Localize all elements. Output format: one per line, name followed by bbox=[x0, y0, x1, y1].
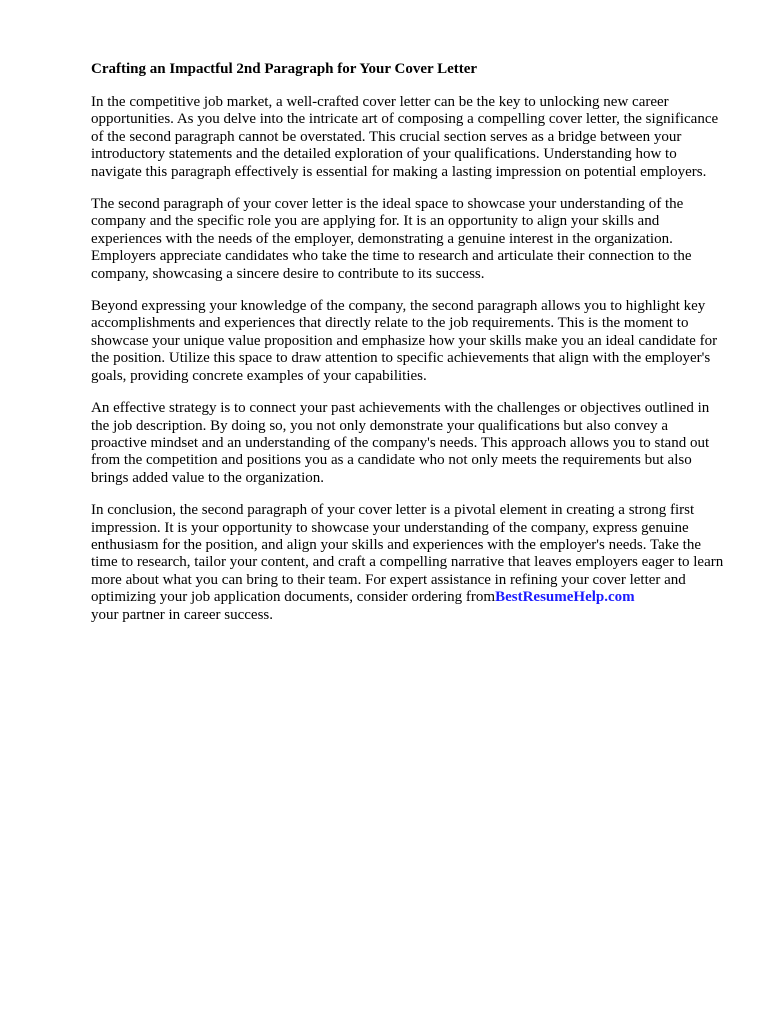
conclusion-tail-text: your partner in career success. bbox=[91, 606, 273, 623]
paragraph-4: An effective strategy is to connect your past achievements with the challenges or objectives outlined in the job description. By doing so, you not only demonstrate your qualifications but also convey a proactive mindset and an understanding of the company's needs. This approach allows you to stand out from the competition and positions you as a candidate who not only meets the requirements but also brings added value to the organization. bbox=[91, 400, 710, 486]
paragraph-conclusion bbox=[91, 502, 727, 624]
best-resume-help-link[interactable]: BestResumeHelp.com bbox=[495, 589, 635, 606]
paragraph-1: In the competitive job market, a well-crafted cover letter can be the key to unlocking new career opportunities. As you delve into the intricate art of composing a compelling cover letter, the significance of the second paragraph cannot be overstated. This crucial section serves as a bridge between your introductory statements and the detailed exploration of your qualifications. Understanding how to navigate this paragraph effectively is essential for making a lasting impression on potential employers. bbox=[91, 94, 719, 180]
paragraph-3: Beyond expressing your knowledge of the company, the second paragraph allows you to highlight key accomplishments and experiences that directly relate to the job requirements. This is the moment to showcase your unique value proposition and emphasize how your skills make you an ideal candidate for the position. Utilize this space to draw attention to specific achievements that align with the employer's goals, providing concrete examples of your capabilities. bbox=[91, 298, 718, 384]
conclusion-text: In conclusion, the second paragraph of your cover letter is a pivotal element in creating a strong first impression. It is your opportunity to showcase your understanding of the company, express genuine enthusiasm for the position, and align your skills and experiences with the employer's needs. Take the time to research, tailor your content, and craft a compelling narrative that leaves employers eager to learn more about what you can bring to their team. For expert assistance in refining your cover letter and optimizing your job application documents, consider ordering from bbox=[91, 502, 724, 606]
document-title: Crafting an Impactful 2nd Paragraph for Your Cover Letter bbox=[91, 61, 478, 77]
document-page bbox=[91, 60, 727, 639]
paragraph-2: The second paragraph of your cover letter is the ideal space to showcase your understanding of the company and the specific role you are applying for. It is an opportunity to align your skills and experiences with the needs of the employer, demonstrating a genuine interest in the organization. Employers appreciate candidates who take the time to research and articulate their connection to the company, showcasing a sincere desire to contribute to its success. bbox=[91, 196, 692, 282]
